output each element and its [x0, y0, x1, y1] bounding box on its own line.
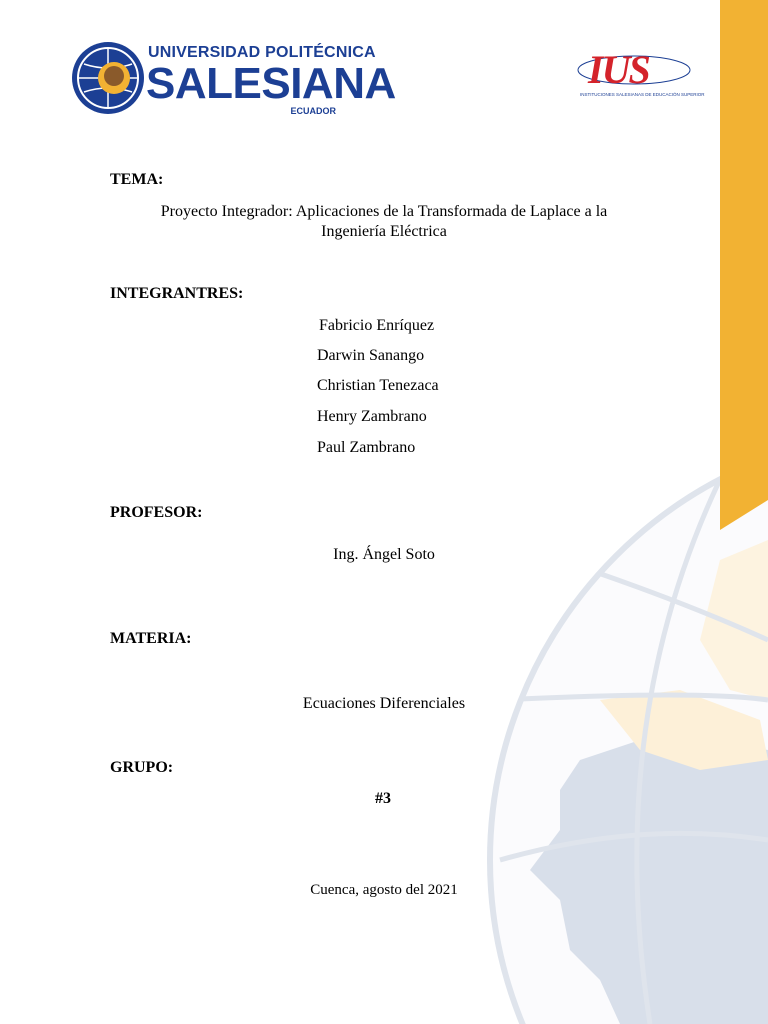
university-name-line1: UNIVERSIDAD POLITÉCNICA: [148, 44, 376, 61]
profesor-heading: PROFESOR:: [110, 504, 203, 521]
grupo-heading: GRUPO:: [110, 759, 174, 776]
tema-line-2: Ingeniería Eléctrica: [321, 223, 447, 240]
member-name: Paul Zambrano: [317, 439, 416, 456]
tema-line-1: Proyecto Integrador: Aplicaciones de la Transformada de Laplace a la: [160, 203, 608, 220]
profesor-name: Ing. Ángel Soto: [333, 546, 435, 563]
ius-mark: IUS: [588, 47, 649, 92]
globe-seal-icon: [70, 40, 146, 116]
place-date: Cuenca, agosto del 2021: [310, 882, 458, 898]
university-name-line2: SALESIANA: [146, 59, 396, 108]
ups-logo: [70, 40, 396, 120]
integrantes-heading: INTEGRANTRES:: [110, 285, 244, 302]
materia-heading: MATERIA:: [110, 630, 192, 647]
materia-name: Ecuaciones Diferenciales: [302, 695, 466, 712]
ius-subtitle: INSTITUCIONES SALESIANAS DE EDUCACIÓN SUPERIOR: [580, 92, 705, 97]
member-name: Fabricio Enríquez: [319, 317, 435, 334]
member-name: Christian Tenezaca: [317, 377, 439, 394]
member-name: Darwin Sanango: [317, 347, 425, 364]
member-name: Henry Zambrano: [317, 408, 427, 425]
grupo-value: #3: [375, 790, 391, 807]
ius-logo: [580, 47, 705, 110]
gold-band-decoration: [720, 0, 768, 530]
tema-heading: TEMA:: [110, 171, 164, 188]
university-country: ECUADOR: [290, 106, 336, 116]
